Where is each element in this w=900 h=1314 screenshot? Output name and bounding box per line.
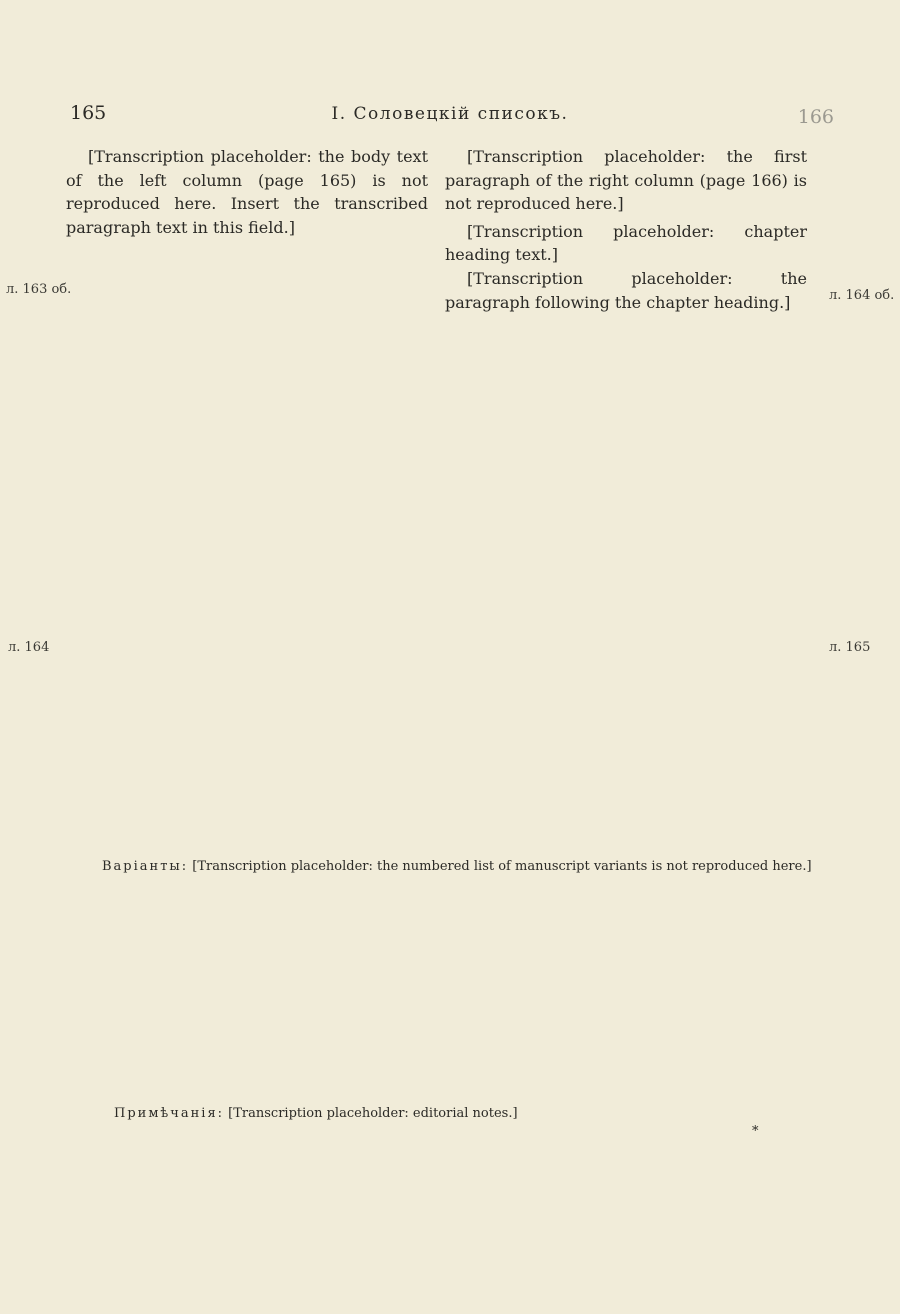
page-number-right: 166 (797, 106, 834, 128)
left-text-column (66, 145, 428, 835)
paragraph: [Transcription placeholder: the body text of the left column (page 165) is not reproduced here. Insert the transcribed paragraph text in this field.] (66, 147, 428, 237)
margin-folio-note: л. 164 (8, 640, 50, 655)
right-text-column (445, 145, 807, 835)
running-head (66, 102, 834, 132)
page-number-left: 165 (70, 102, 107, 124)
margin-folio-note: л. 163 об. (6, 282, 72, 297)
paragraph: [Transcription placeholder: the paragraph following the chapter heading.] (445, 268, 807, 312)
margin-folio-note: л. 165 (829, 640, 871, 655)
notes-text: [Transcription placeholder: editorial notes.] (228, 1106, 518, 1121)
variants-apparatus (66, 857, 836, 1089)
chapter-heading: [Transcription placeholder: chapter heading text.] (445, 221, 807, 265)
paragraph: [Transcription placeholder: the first paragraph of the right column (page 166) is not reproduced here.] (445, 147, 807, 214)
variants-text: [Transcription placeholder: the numbered list of manuscript variants is not reproduced here.] (192, 859, 812, 874)
editorial-notes (114, 1104, 814, 1123)
margin-folio-note: л. 164 об. (829, 288, 895, 303)
asterisk-mark: * (752, 1124, 759, 1139)
variants-label: Варіанты: (102, 859, 189, 874)
notes-label: Примѣчанія: (114, 1106, 225, 1121)
running-title: I. Соловецкій списокъ. (331, 104, 569, 124)
